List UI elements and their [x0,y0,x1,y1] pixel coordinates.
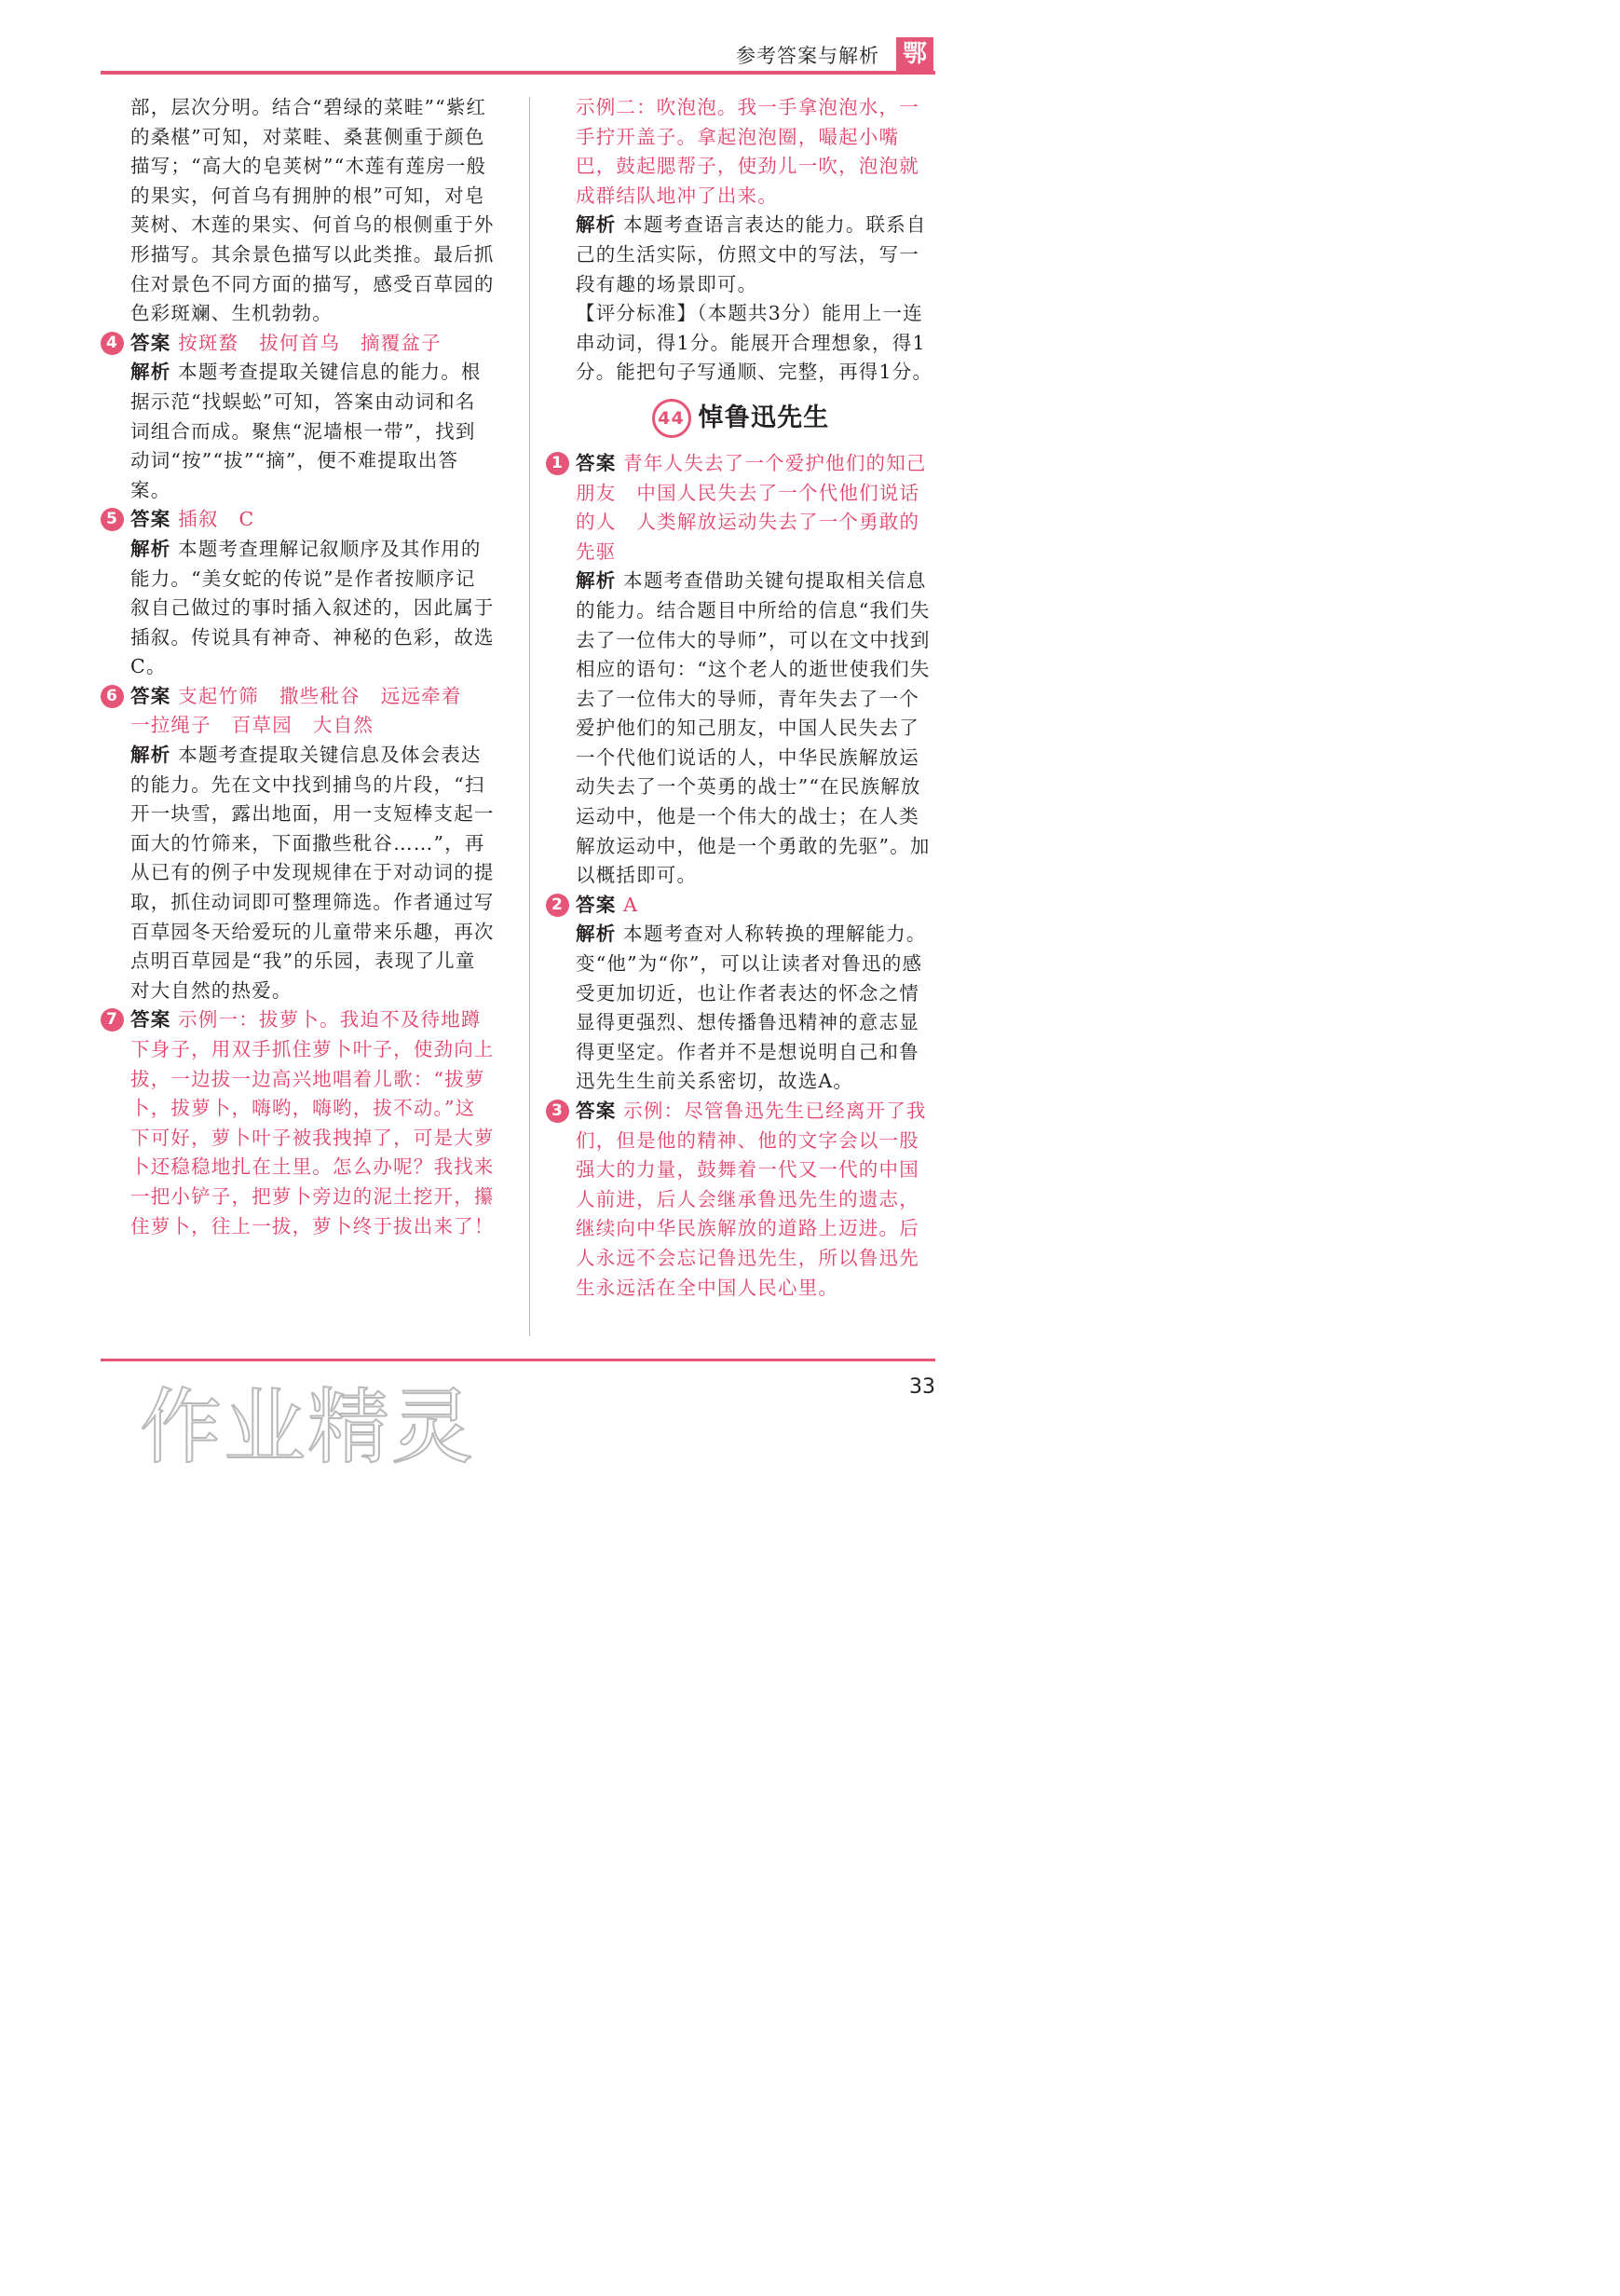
question-number: 1 [546,452,569,475]
watermark-logo: 作业精灵 [140,1379,476,1475]
answer-item: 大自然 [312,714,374,737]
intro-paragraph: 部，层次分明。结合“碧绿的菜畦”“紫红的桑椹”可知，对菜畦、桑葚侧重于颜色描写；“高大的皂荚树”“木莲有莲房一般的果实，何首乌有拥肿的根”可知，对皂荚树、木莲的果实、何首乌的根侧重于外形描写。其余景色描写以此类推。最后抓住对景色不同方面的描写，感受百草园的色彩斑斓、生机勃勃。 [130,96,495,325]
header-title: 参考答案与解析 [736,45,879,67]
answer-label: 答案 [576,1100,617,1122]
analysis-text: 本题考查语言表达的能力。联系自己的生活实际，仿照文中的写法，写一段有趣的场景即可。 [576,213,927,295]
answer-item: 远远牵着 [380,684,462,707]
q7-analysis [546,211,935,299]
analysis-label: 解析 [130,537,171,560]
question-4 [101,329,496,506]
answer-label: 答案 [576,893,617,916]
answer-text: 示例：尽管鲁迅先生已经离开了我们，但是他的精神、他的文字会以一股强大的力量，鼓舞着一代又一代的中国人前进，后人会继承鲁迅先生的遗志，继续向中华民族解放的道路上迈进。后人永远不会忘记鲁迅先生，所以鲁迅先生永远活在全中国人民心里。 [576,1100,927,1299]
answer-item: 一拉绳子 [130,714,211,737]
answer-item: A [623,893,639,916]
answer-text: 示例一：拔萝卜。我迫不及待地蹲下身子，用双手抓住萝卜叶子，使劲向上拔，一边拔一边高兴地唱着儿歌：“拔萝卜，拔萝卜，嗨哟，嗨哟，拔不动。”这下可好，萝卜叶子被我拽掉了，可是大萝卜还稳稳地扎在土里。怎么办呢？我找来一把小铲子，把萝卜旁边的泥土挖开，攥住萝卜，往上一拔，萝卜终于拔出来了！ [130,1008,495,1237]
analysis-label: 解析 [130,361,171,384]
answer-label: 答案 [130,684,171,707]
section-question-2 [546,891,935,1097]
analysis-label: 解析 [576,213,617,237]
answer-item: 中国人民失去了一个代他们说话的人 [576,481,920,534]
analysis-label: 解析 [130,744,171,767]
question-number: 3 [546,1100,569,1123]
answer-example-two: 示例二：吹泡泡。我一手拿泡泡水，一手拧开盖子。拿起泡泡圈，嘬起小嘴巴，鼓起腮帮子，使劲儿一吹，泡泡就成群结队地冲了出来。 [576,96,919,207]
analysis-label: 解析 [576,922,617,946]
answer-item: 青年人失去了一个爱护他们的知己朋友 [576,451,927,504]
scoring-criteria: 【评分标准】（本题共3分）能用上一连串动词，得1分。能展开合理想象，得1分。能把句子写通顺、完整，再得1分。 [576,302,933,384]
footer-rule [101,1359,935,1361]
column-divider [529,97,530,1336]
answer-item: 摘覆盆子 [361,331,442,354]
right-column [546,93,935,1303]
answer-item: 百草园 [231,714,293,737]
analysis-text: 本题考查理解记叙顺序及其作用的能力。“美女蛇的传说”是作者按顺序记叙自己做过的事时插入叙述的，因此属于插叙。传说具有神奇、神秘的色彩，故选C。 [130,537,495,678]
answer-label: 答案 [130,331,171,354]
section-question-3 [546,1097,935,1303]
section-title: 悼鲁迅先生 [698,403,830,433]
question-number: 6 [101,685,124,708]
question-number: 5 [101,508,124,531]
analysis-text: 本题考查对人称转换的理解能力。变“他”为“你”，可以让读者对鲁迅的感受更加切近，也让作者表达的怀念之情显得更强烈、想传播鲁迅精神的意志显得更坚定。作者并不是想说明自己和鲁迅先生生前关系密切，故选A。 [576,922,927,1093]
answer-item: 拔何首乌 [259,331,341,354]
left-column [101,93,496,1241]
answer-item: 支起竹筛 [178,684,259,707]
question-5 [101,505,496,682]
analysis-text: 本题考查提取关键信息及体会表达的能力。先在文中找到捕鸟的片段，“扫开一块雪，露出地面，用一支短棒支起一面大的竹筛来，下面撒些秕谷……”，再从已有的例子中发现规律在于对动词的提取，抓住动词即可整理筛选。作者通过写百草园冬天给爱玩的儿童带来乐趣，再次点明百草园是“我”的乐园，表现了儿童对大自然的热爱。 [130,744,495,1002]
answer-item: 人类解放运动失去了一个勇敢的先驱 [576,511,920,563]
question-number: 7 [101,1008,124,1032]
answer-item: C [238,508,255,531]
answer-label: 答案 [576,451,617,474]
section-question-1 [546,449,935,891]
question-6 [101,682,496,1006]
header-rule [101,71,935,75]
answer-label: 答案 [130,508,171,531]
section-number: 44 [652,399,691,438]
answer-item: 按斑蝥 [178,331,239,354]
question-7 [101,1005,496,1241]
question-number: 2 [546,894,569,917]
analysis-text: 本题考查提取关键信息的能力。根据示范“找蜈蚣”可知，答案由动词和名词组合而成。聚焦“泥墙根一带”，找到动词“按”“拔”“摘”，便不难提取出答案。 [130,361,482,501]
question-number: 4 [101,332,124,355]
edition-badge: 鄂 [896,37,933,71]
analysis-label: 解析 [576,569,617,593]
answer-label: 答案 [130,1008,171,1032]
section-heading [546,399,935,440]
page-number: 33 [909,1375,935,1399]
analysis-text: 本题考查借助关键句提取相关信息的能力。结合题目中所给的信息“我们失去了一位伟大的导师”，可以在文中找到相应的语句：“这个老人的逝世使我们失去了一位伟大的导师，青年失去了一个爱护他们的知己朋友，中国人民失去了一个代他们说话的人，中华民族解放运动失去了一个英勇的战士”“在民族解放运动中，他是一个伟大的战士；在人类解放运动中，他是一个勇敢的先驱”。加以概括即可。 [576,569,931,887]
answer-item: 插叙 [178,508,219,531]
answer-item: 撒些秕谷 [279,684,361,707]
